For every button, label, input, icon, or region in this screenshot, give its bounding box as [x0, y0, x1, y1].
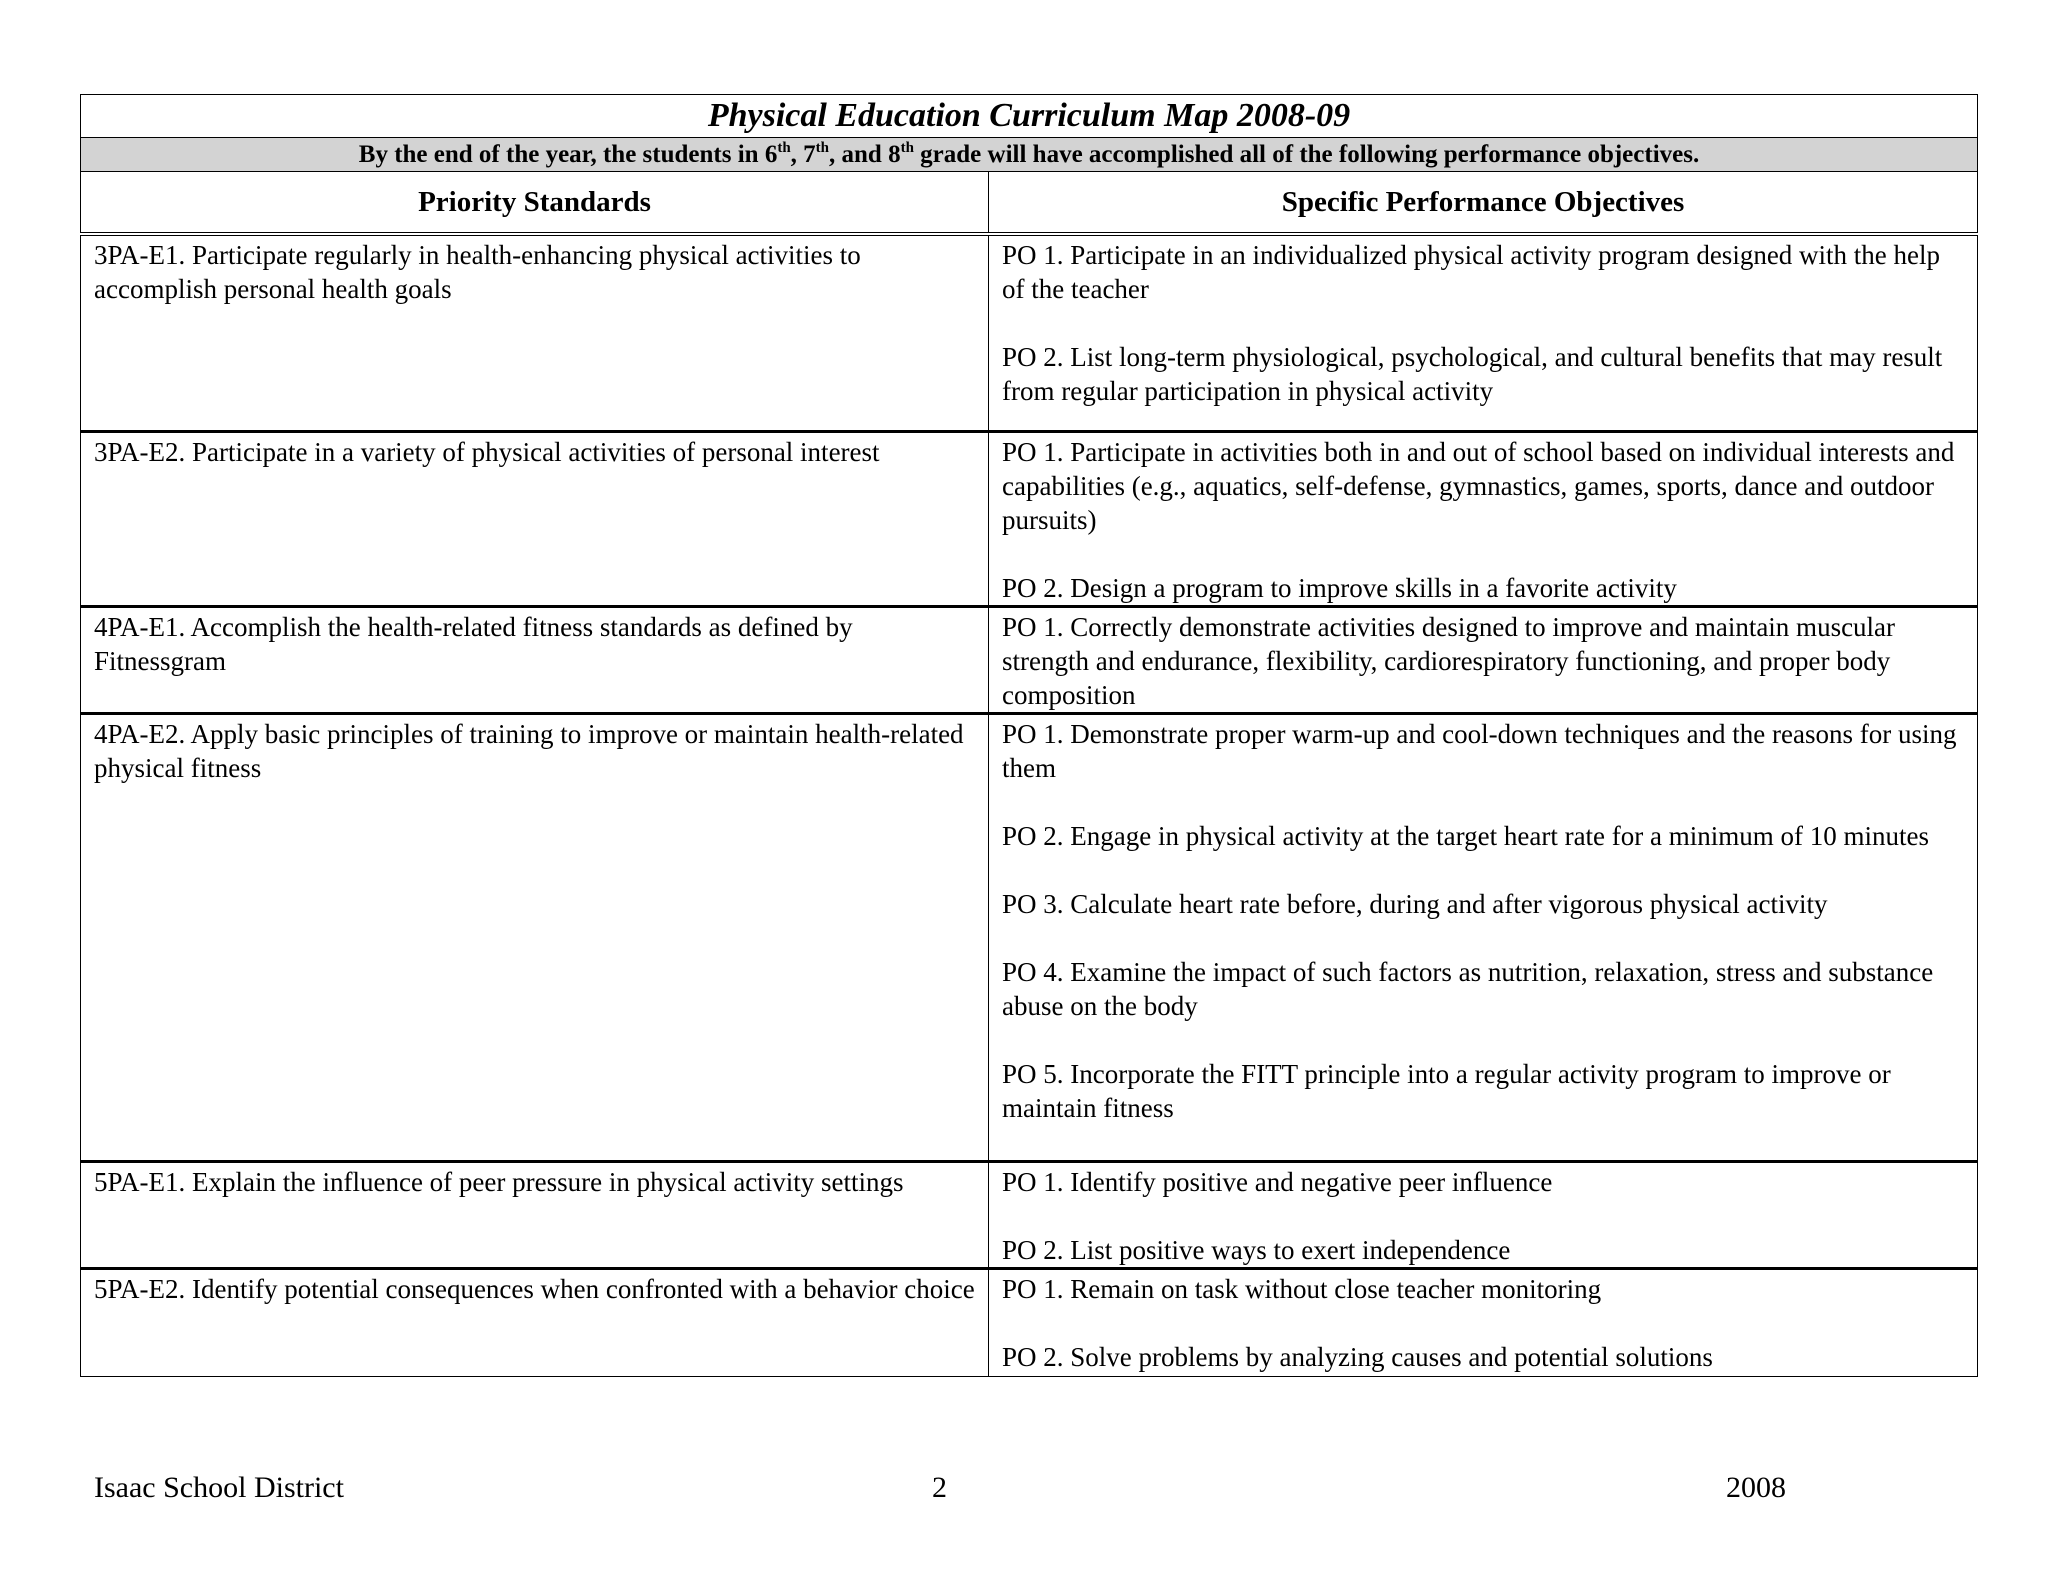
intro-text: , 7: [790, 141, 816, 168]
performance-objective: PO 1. Participate in activities both in and out of school based on individual interests and capabilities (e.g., aquatics, self-defense, gymnastics, games, sports, dance and outdoor pursuits): [1002, 437, 1955, 535]
performance-objective: PO 2. Solve problems by analyzing causes and potential solutions: [1002, 1342, 1713, 1372]
priority-standard: 3PA-E1. Participate regularly in health-enhancing physical activities to accomplish personal health goals: [81, 234, 989, 432]
performance-objective: PO 5. Incorporate the FITT principle into a regular activity program to improve or maintain fitness: [1002, 1059, 1891, 1123]
footer-page-number: 2: [932, 1471, 947, 1504]
ordinal-suffix: th: [777, 140, 791, 156]
priority-standard: 3PA-E2. Participate in a variety of physical activities of personal interest: [81, 432, 989, 607]
intro-text: By the end of the year, the students in 6: [358, 141, 778, 168]
performance-objective: PO 1. Identify positive and negative peer influence: [1002, 1167, 1553, 1197]
ordinal-suffix: th: [815, 140, 830, 156]
objectives-cell: [989, 432, 1978, 607]
column-header-performance-objectives: Specific Performance Objectives: [989, 172, 1978, 235]
ordinal-suffix: th: [900, 140, 914, 156]
table-row: [81, 1162, 1978, 1269]
footer-year: 2008: [1726, 1471, 1786, 1504]
performance-objective: PO 2. List positive ways to exert independence: [1002, 1235, 1511, 1265]
performance-objective: PO 4. Examine the impact of such factors as nutrition, relaxation, stress and substance abuse on the body: [1002, 957, 1934, 1021]
intro-statement: [81, 138, 1978, 172]
performance-objective: PO 2. Design a program to improve skills in a favorite activity: [1002, 573, 1677, 603]
curriculum-map-table: [80, 94, 1978, 1377]
performance-objective: PO 3. Calculate heart rate before, during and after vigorous physical activity: [1002, 889, 1828, 919]
intro-text: , and 8: [829, 141, 901, 168]
objectives-cell: [989, 607, 1978, 714]
document-title: Physical Education Curriculum Map 2008-09: [81, 95, 1978, 138]
priority-standard: 4PA-E2. Apply basic principles of training to improve or maintain health-related physical fitness: [81, 714, 989, 1162]
priority-standard: 5PA-E2. Identify potential consequences when confronted with a behavior choice: [81, 1269, 989, 1377]
table-row: [81, 1269, 1978, 1377]
footer-district: Isaac School District: [94, 1471, 344, 1504]
table-row: [81, 234, 1978, 432]
objectives-cell: [989, 1162, 1978, 1269]
performance-objective: PO 1. Remain on task without close teacher monitoring: [1002, 1274, 1602, 1304]
priority-standard: 5PA-E1. Explain the influence of peer pressure in physical activity settings: [81, 1162, 989, 1269]
performance-objective: PO 1. Correctly demonstrate activities designed to improve and maintain muscular strength and endurance, flexibility, cardiorespiratory functioning, and proper body composition: [1002, 612, 1896, 710]
objectives-cell: [989, 714, 1978, 1162]
table-row: [81, 607, 1978, 714]
table-row: [81, 432, 1978, 607]
objectives-cell: [989, 234, 1978, 432]
performance-objective: PO 2. List long-term physiological, psychological, and cultural benefits that may result from regular participation in physical activity: [1002, 342, 1943, 406]
column-header-priority-standards: Priority Standards: [81, 172, 989, 235]
performance-objective: PO 1. Demonstrate proper warm-up and cool-down techniques and the reasons for using them: [1002, 719, 1957, 783]
priority-standard: 4PA-E1. Accomplish the health-related fitness standards as defined by Fitnessgram: [81, 607, 989, 714]
performance-objective: PO 1. Participate in an individualized physical activity program designed with the help of the teacher: [1002, 240, 1941, 304]
performance-objective: PO 2. Engage in physical activity at the target heart rate for a minimum of 10 minutes: [1002, 821, 1930, 851]
intro-text: grade will have accomplished all of the following performance objectives.: [913, 141, 1700, 168]
objectives-cell: [989, 1269, 1978, 1377]
table-row: [81, 714, 1978, 1162]
